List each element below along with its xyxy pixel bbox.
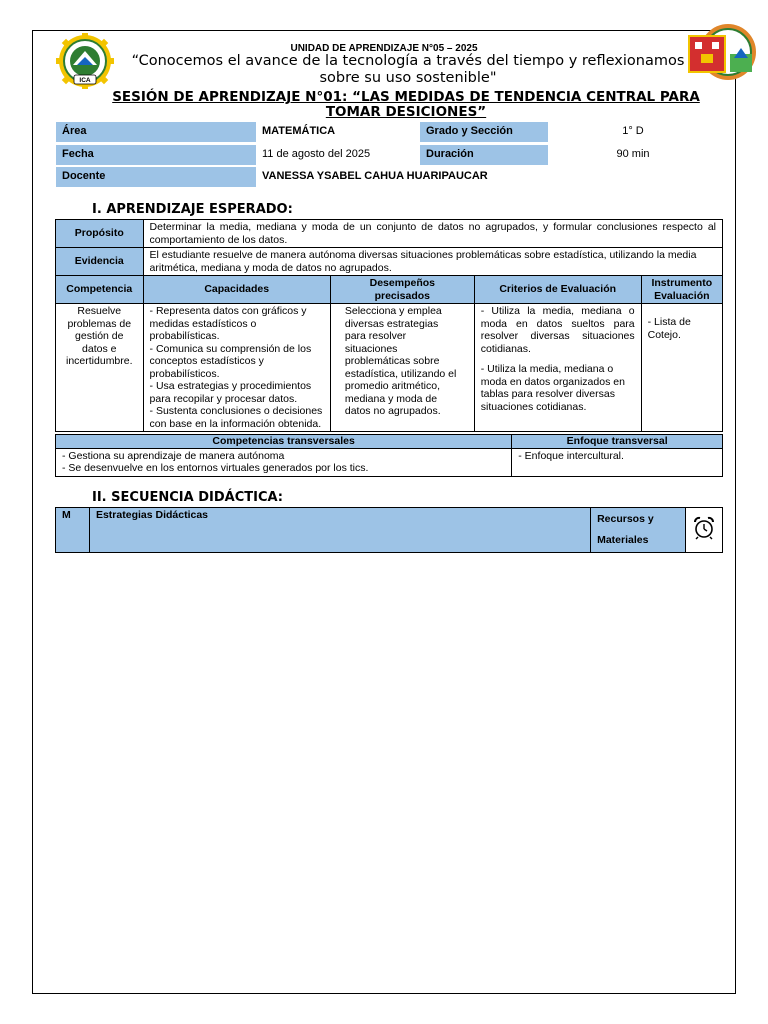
area-value: MATEMÁTICA (262, 125, 336, 137)
section-2-title: SECUENCIA DIDÁCTICA: (111, 490, 283, 505)
transversal-competencia-item: - Se desenvuelve en los entornos virtuales generados por los tics. (62, 462, 369, 474)
capacidad-item: - Usa estrategias y procedimientos para recopilar y procesar datos. (149, 380, 312, 405)
alarm-clock-icon (693, 516, 715, 540)
grade-label: Grado y Sección (420, 122, 548, 142)
purpose-row (56, 220, 723, 248)
section-2-number: II. (92, 490, 107, 505)
transversal-competencias-header: Competencias transversales (56, 435, 512, 449)
col-time (686, 508, 723, 553)
duration-value: 90 min (616, 148, 650, 160)
transversal-competencias-cell (56, 448, 512, 476)
col-criterios: Criterios de Evaluación (474, 276, 641, 304)
capacidades-cell (143, 304, 330, 432)
purpose-text: Determinar la media, mediana y moda de un conjunto de datos no agrupados, y formular conclusiones respecto al comportamiento de los datos. (143, 220, 722, 248)
competencia-cell: Resuelve problemas de gestión de datos e incertidumbre. (56, 304, 144, 432)
capacidad-item: - Representa datos con gráficos y medidas estadísticos o probabilísticas. (149, 305, 307, 342)
teacher-label: Docente (56, 167, 256, 187)
transversal-competencia-item: - Gestiona su aprendizaje de manera autónoma (62, 449, 285, 462)
instrumento-cell: - Lista de Cotejo. (641, 304, 722, 432)
section-1-title: APRENDIZAJE ESPERADO: (106, 202, 293, 217)
area-label: Área (56, 122, 256, 142)
section-1-number: I. (92, 202, 102, 217)
transversal-enfoque-header: Enfoque transversal (512, 435, 723, 449)
date-label: Fecha (56, 145, 256, 165)
purpose-label: Propósito (56, 220, 144, 248)
grade-value: 1° D (622, 125, 644, 137)
evidence-label: Evidencia (56, 248, 144, 276)
col-desempenos: Desempeños precisados (330, 276, 474, 304)
criterio-item: - Utiliza la media, mediana o moda en datos organizados en tablas para resolver diversas situaciones cotidianas. (480, 363, 625, 413)
capacidad-item: - Comunica su comprensión de los conceptos estadísticos y probabilísticos. (149, 342, 312, 380)
col-estrategias: Estrategias Didácticas (89, 508, 590, 553)
col-m: M (56, 508, 90, 553)
section-2-heading (92, 490, 283, 505)
section-1-heading (92, 202, 293, 217)
criterio-item: - Utiliza la media, mediana o moda en datos sueltos para resolver diversas situaciones cotidianas. (480, 305, 635, 355)
col-capacidades: Capacidades (143, 276, 330, 304)
criterios-cell (474, 304, 641, 432)
capacidad-item: - Sustenta conclusiones o decisiones con base en la información obtenida. (149, 405, 323, 430)
evidence-text: El estudiante resuelve de manera autónoma diversas situaciones problemáticas sobre estadística, utilizando la media aritmética, mediana y moda de datos no agrupados. (143, 248, 722, 276)
logo-left-text: ICA (79, 77, 91, 84)
content-row (56, 304, 723, 432)
evidence-row (56, 248, 723, 276)
date-value: 11 de agosto del 2025 (262, 148, 371, 160)
desempeno-cell: Selecciona y emplea diversas estrategias para resolver situaciones problemáticas sobre estadística, utilizando el promedio aritmético, mediana y moda de datos no agrupados. (330, 304, 474, 432)
unit-title: UNIDAD DE APRENDIZAJE N°05 – 2025 (290, 43, 478, 54)
header-row (56, 276, 723, 304)
duration-label: Duración (420, 145, 548, 165)
col-recursos: Recursos y Materiales (591, 508, 686, 553)
unit-quote: “Conocemos el avance de la tecnología a través del tiempo y reflexionamos sobre su uso sostenible" (131, 53, 685, 86)
learning-table (55, 219, 723, 432)
transversal-table (55, 434, 723, 477)
transversal-enfoque-cell: - Enfoque intercultural. (512, 448, 723, 476)
sequence-table (55, 507, 723, 553)
session-title: SESIÓN DE APRENDIZAJE N°01: “LAS MEDIDAS DE TENDENCIA CENTRAL PARA TOMAR DESICIONES” (112, 89, 700, 120)
col-instrumento: Instrumento Evaluación (641, 276, 722, 304)
col-competencia: Competencia (56, 276, 144, 304)
school-logo-left (52, 33, 118, 91)
teacher-value: VANESSA YSABEL CAHUA HUARIPAUCAR (262, 170, 488, 182)
